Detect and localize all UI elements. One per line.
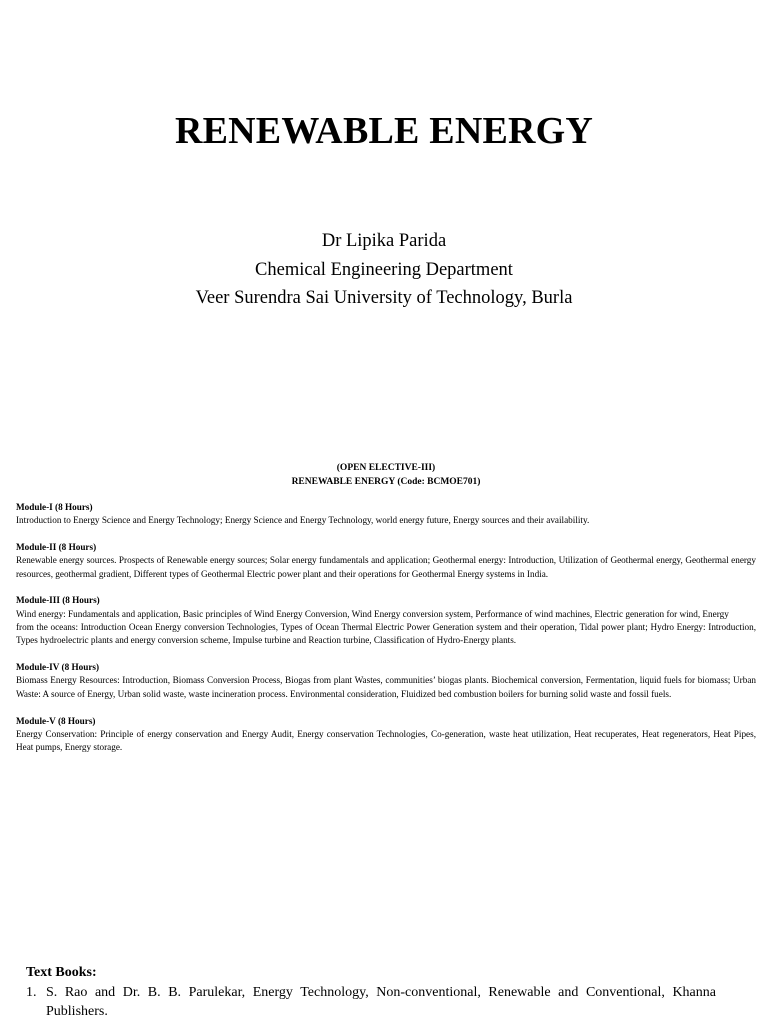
course-header <box>0 462 768 489</box>
module-heading: Module-IV (8 Hours) <box>16 662 100 673</box>
syllabus-modules <box>16 501 756 768</box>
textbooks-heading: Text Books: <box>26 965 97 980</box>
module-1 <box>16 501 756 528</box>
course-code-line: RENEWABLE ENERGY (Code: BCMOE701) <box>291 476 481 487</box>
module-description-continued: from the oceans: Introduction Ocean Energy conversion Technologies, Types of Ocean Thermal Electric Power Generation system and their operation, Tidal power plant; Hydro Energy: Introduction, Types hydroelectric plants and energy conversion scheme, Impulse turbine and Reaction turbine, Classification of Hydro-Energy plants. <box>16 622 756 646</box>
page-title: RENEWABLE ENERGY <box>174 110 594 152</box>
module-3 <box>16 594 756 647</box>
module-2 <box>16 541 756 581</box>
textbooks-section <box>26 963 716 1022</box>
module-description: Biomass Energy Resources: Introduction, Biomass Conversion Process, Biogas from plant Wastes, communities’ biogas plants. Biochemical conversion, Fermentation, liquid fuels for biomass; Urban Waste: A source of Energy, Urban solid waste, waste incineration process. Environmental consideration, Fluidized bed combustion boilers for burning solid waste and fossil fuels. <box>16 675 756 699</box>
textbook-item <box>26 983 716 1022</box>
author-name: Dr Lipika Parida <box>321 231 447 251</box>
module-heading: Module-I (8 Hours) <box>16 502 93 512</box>
module-4 <box>16 661 756 701</box>
module-description: Introduction to Energy Science and Energy Technology; Energy Science and Energy Technology, world energy future, Energy sources and their availability. <box>16 515 590 526</box>
module-description: Energy Conservation: Principle of energy conservation and Energy Audit, Energy conservation Technologies, Co-generation, waste heat utilization, Heat recuperates, Heat regenerators, Heat Pipes, Heat pumps, Energy storage. <box>16 728 756 753</box>
module-heading: Module-III (8 Hours) <box>16 595 100 606</box>
author-department: Chemical Engineering Department <box>255 259 513 280</box>
author-block <box>0 227 768 313</box>
course-elective-label: (OPEN ELECTIVE-III) <box>336 463 436 473</box>
module-heading: Module-V (8 Hours) <box>16 715 96 726</box>
module-description: Wind energy: Fundamentals and application, Basic principles of Wind Energy Conversion, Wind Energy conversion system, Performance of wind machines, Electric generation for wind, Energy <box>16 608 729 619</box>
module-5 <box>16 715 756 755</box>
textbook-number: 1. <box>26 984 37 1000</box>
textbook-citation: S. Rao and Dr. B. B. Parulekar, Energy Technology, Non-conventional, Renewable and Conventional, Khanna Publishers. <box>46 984 716 1019</box>
module-heading: Module-II (8 Hours) <box>16 542 97 553</box>
module-description: Renewable energy sources. Prospects of Renewable energy sources; Solar energy fundamentals and application; Geothermal energy: Introduction, Utilization of Geothermal energy, Geothermal energy resources, geothermal gradient, Different types of Geothermal Electric power plant and their operations for Geothermal Energy systems in India. <box>16 555 756 579</box>
author-university: Veer Surendra Sai University of Technology, Burla <box>195 288 573 308</box>
